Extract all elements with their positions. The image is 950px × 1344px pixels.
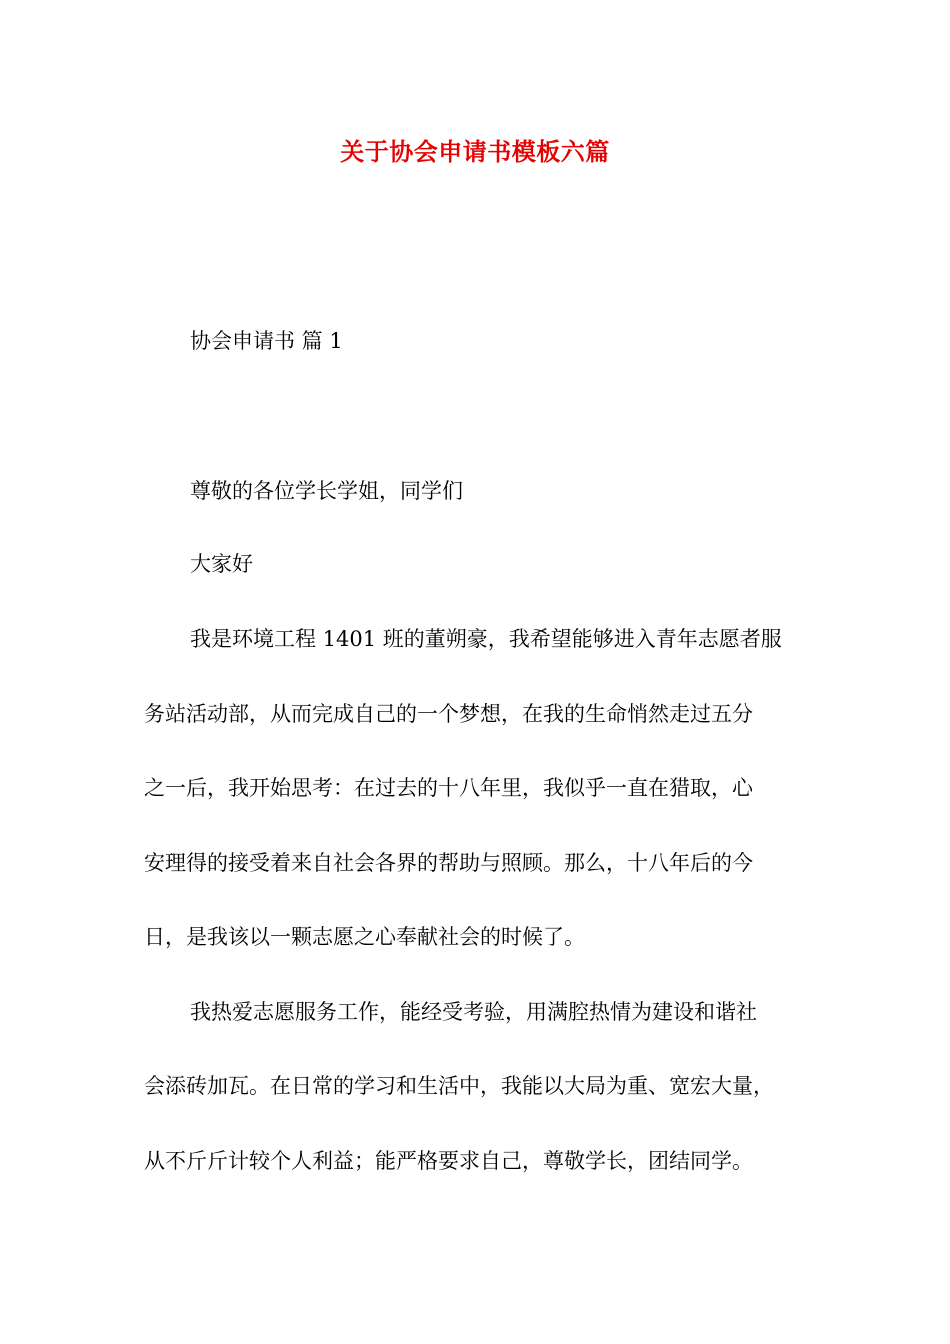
greeting-line: 尊敬的各位学长学姐，同学们 <box>190 479 463 503</box>
salutation-line: 大家好 <box>190 552 253 576</box>
paragraph-line: 之一后，我开始思考：在过去的十八年里，我似乎一直在猎取，心 <box>144 776 753 800</box>
paragraph-line: 我热爱志愿服务工作，能经受考验，用满腔热情为建设和谐社 <box>190 1000 757 1024</box>
document-title: 关于协会申请书模板六篇 <box>340 137 610 166</box>
paragraph-line: 会添砖加瓦。在日常的学习和生活中，我能以大局为重、宽宏大量， <box>144 1074 774 1098</box>
paragraph-line: 日，是我该以一颗志愿之心奉献社会的时候了。 <box>144 925 585 949</box>
paragraph-line: 安理得的接受着来自社会各界的帮助与照顾。那么，十八年后的今 <box>144 851 753 875</box>
paragraph-line: 务站活动部，从而完成自己的一个梦想，在我的生命悄然走过五分 <box>144 702 753 726</box>
paragraph-line: 我是环境工程 1401 班的董朔豪，我希望能够进入青年志愿者服 <box>190 627 782 651</box>
paragraph-line: 从不斤斤计较个人利益；能严格要求自己，尊敬学长，团结同学。 <box>144 1149 753 1173</box>
section-heading: 协会申请书 篇 1 <box>190 329 343 353</box>
